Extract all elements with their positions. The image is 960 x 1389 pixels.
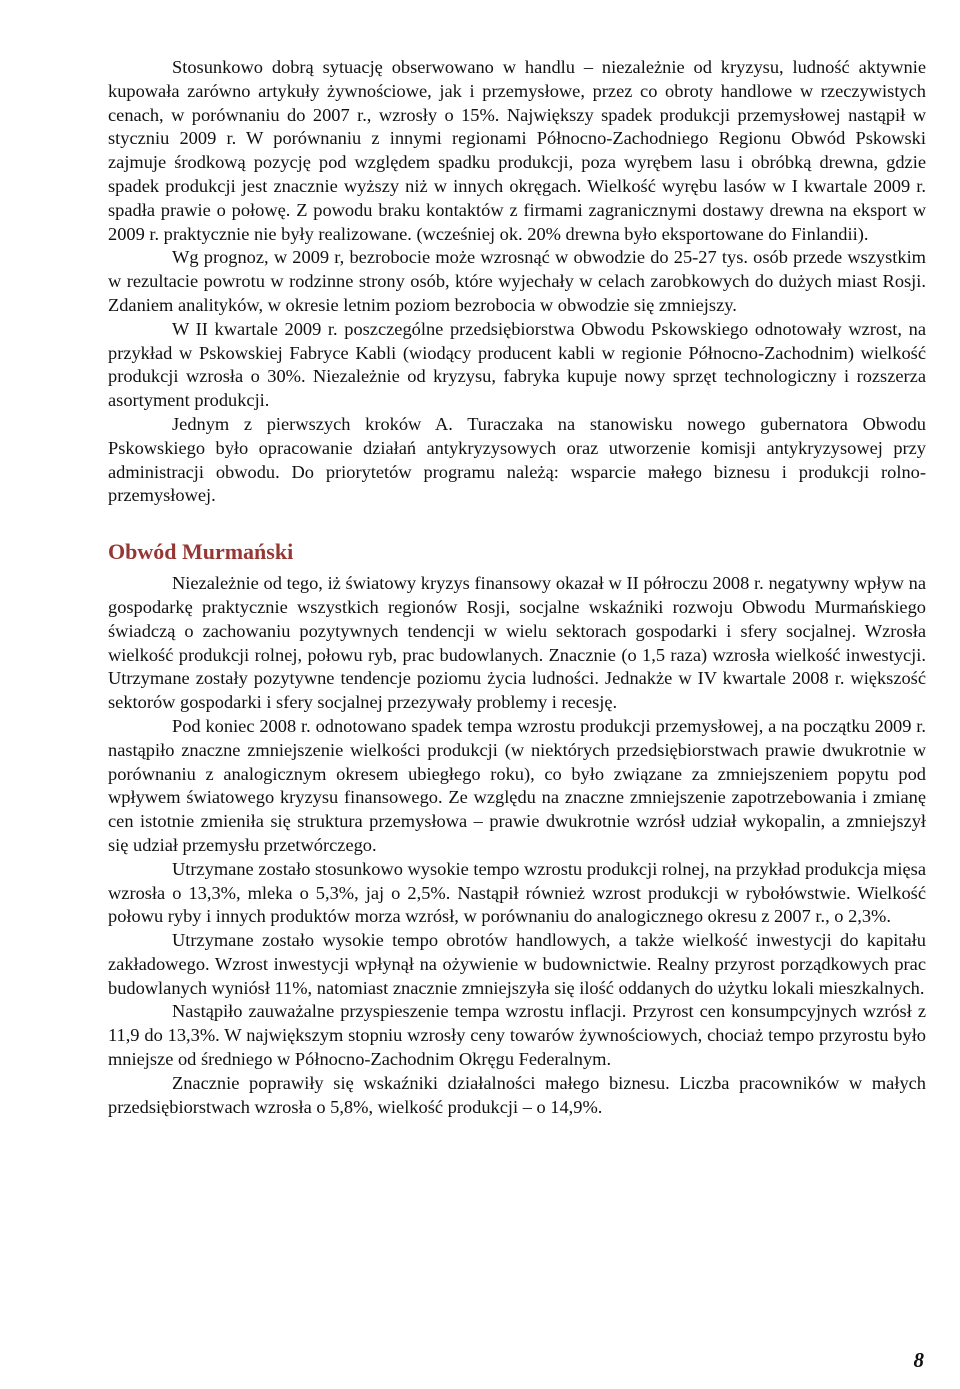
paragraph: Utrzymane zostało stosunkowo wysokie tempo wzrostu produkcji rolnej, na przykład produkcja mięsa wzrosła o 13,3%, mleka o 5,3%, jaj o 2,5%. Nastąpił również wzrost produkcji w rybołówstwie. Wielkość połowu ryby i innych produktów morza wzrósł, w porównaniu do analogicznego okresu z 2007 r., o 2,3%. [108, 858, 926, 927]
section-pskov-continued [108, 56, 926, 508]
paragraph: Wg prognoz, w 2009 r, bezrobocie może wzrosnąć w obwodzie do 25-27 tys. osób przede wszystkim w rezultacie powrotu w rodzinne strony osób, które wyjechały w celach zarobkowych do dużych miast Rosji. Zdaniem analityków, w okresie letnim poziom bezrobocia w obwodzie się zmniejszy. [108, 247, 926, 315]
paragraph: Jednym z pierwszych kroków A. Turaczaka na stanowisku nowego gubernatora Obwodu Pskowskiego było opracowanie działań antykryzysowych oraz utworzenie komisji antykryzysowej przy administracji obwodu. Do priorytetów programu należą: wsparcie małego biznesu i produkcji rolno-przemysłowej. [108, 413, 926, 506]
paragraph: Utrzymane zostało wysokie tempo obrotów handlowych, a także wielkość inwestycji do kapitału zakładowego. Wzrost inwestycji wpłynął na ożywienie w budownictwie. Realny przyrost porządkowych prac budowlanych wyniósł 11%, natomiast znacznie zmniejszyła się ilość oddanych do użytku lokali mieszkalnych. [108, 930, 926, 998]
paragraph: Stosunkowo dobrą sytuację obserwowano w handlu – niezależnie od kryzysu, ludność aktywnie kupowała zarówno artykuły żywnościowe, jak i przemysłowe, przez co obroty handlowe w rzeczywistych cenach, w porównaniu do 2007 r., wzrosły o 15%. Największy spadek produkcji przemysłowej nastąpił w styczniu 2009 r. W porównaniu z innymi regionami Północno-Zachodniego Regionu Obwód Pskowski zajmuje środkową pozycję pod względem spadku produkcji, poza wyrębem lasu i obróbką drewna, gdzie spadek produkcji jest znacznie wyższy niż w innych okręgach. Wielkość wyrębu lasów w I kwartale 2009 r. spadła prawie o połowę. Z powodu braku kontaktów z firmami zagranicznymi dostawy drewna na eksport w 2009 r. praktycznie nie były realizowane. (wcześniej ok. 20% drewna było eksportowane do Finlandii). [108, 57, 926, 244]
section-heading-murmansk: Obwód Murmański [108, 539, 294, 565]
page-number: 8 [913, 1348, 924, 1372]
paragraph: Pod koniec 2008 r. odnotowano spadek tempa wzrostu produkcji przemysłowej, a na początku 2009 r. nastąpiło znaczne zmniejszenie wielkości produkcji (w niektórych przedsiębiorstwach prawie dwukrotnie w porównaniu z analogicznym okresem ubiegłego roku), co było związane za zmniejszeniem popytu pod wpływem światowego kryzysu finansowego. Ze względu na znaczne zmniejszenie zapotrzebowania i zmianę cen istotnie zmieniła się struktura przemysłowa – prawie dwukrotnie wzrósł udział wykopalin, a zmniejszył się udział przemysłu przetwórczego. [108, 715, 926, 855]
section-murmansk [108, 572, 926, 1119]
paragraph: Nastąpiło zauważalne przyspieszenie tempa wzrostu inflacji. Przyrost cen konsumpcyjnych wzrósł z 11,9 do 13,3%. W największym stopniu wzrosły ceny towarów żywnościowych, chociaż tempo przyrostu było mniejsze od średniego w Północno-Zachodnim Okręgu Federalnym. [108, 1001, 926, 1070]
paragraph: W II kwartale 2009 r. poszczególne przedsiębiorstwa Obwodu Pskowskiego odnotowały wzrost, na przykład w Pskowskiej Fabryce Kabli (wiodący producent kabli w regionie Północno-Zachodnim) wielkość produkcji wzrosła o 30%. Niezależnie od kryzysu, fabryka kupuje nowy sprzęt technologiczny i rozszerza asortyment produkcji. [108, 318, 926, 411]
paragraph: Niezależnie od tego, iż światowy kryzys finansowy okazał w II półroczu 2008 r. negatywny wpływ na gospodarkę praktycznie wszystkich regionów Rosji, socjalne wskaźniki rozwoju Obwodu Murmańskiego świadczą o zachowaniu pozytywnych tendencji w wielu sektorach gospodarki i sfery socjalnej. Wzrosła wielkość produkcji rolnej, połowu ryb, prac budowlanych. Znacznie (o 1,5 raza) wzrosła wielkość inwestycji. Utrzymane zostały pozytywne tendencje poziomu życia ludności. Jednakże w IV kwartale 2008 r. większość sektorów gospodarki i sfery socjalnej przezywały problemy i recesję. [108, 573, 926, 713]
paragraph: Znacznie poprawiły się wskaźniki działalności małego biznesu. Liczba pracowników w małych przedsiębiorstwach wzrosła o 5,8%, wielkość produkcji – o 14,9%. [108, 1072, 926, 1117]
document-page [108, 56, 926, 1119]
